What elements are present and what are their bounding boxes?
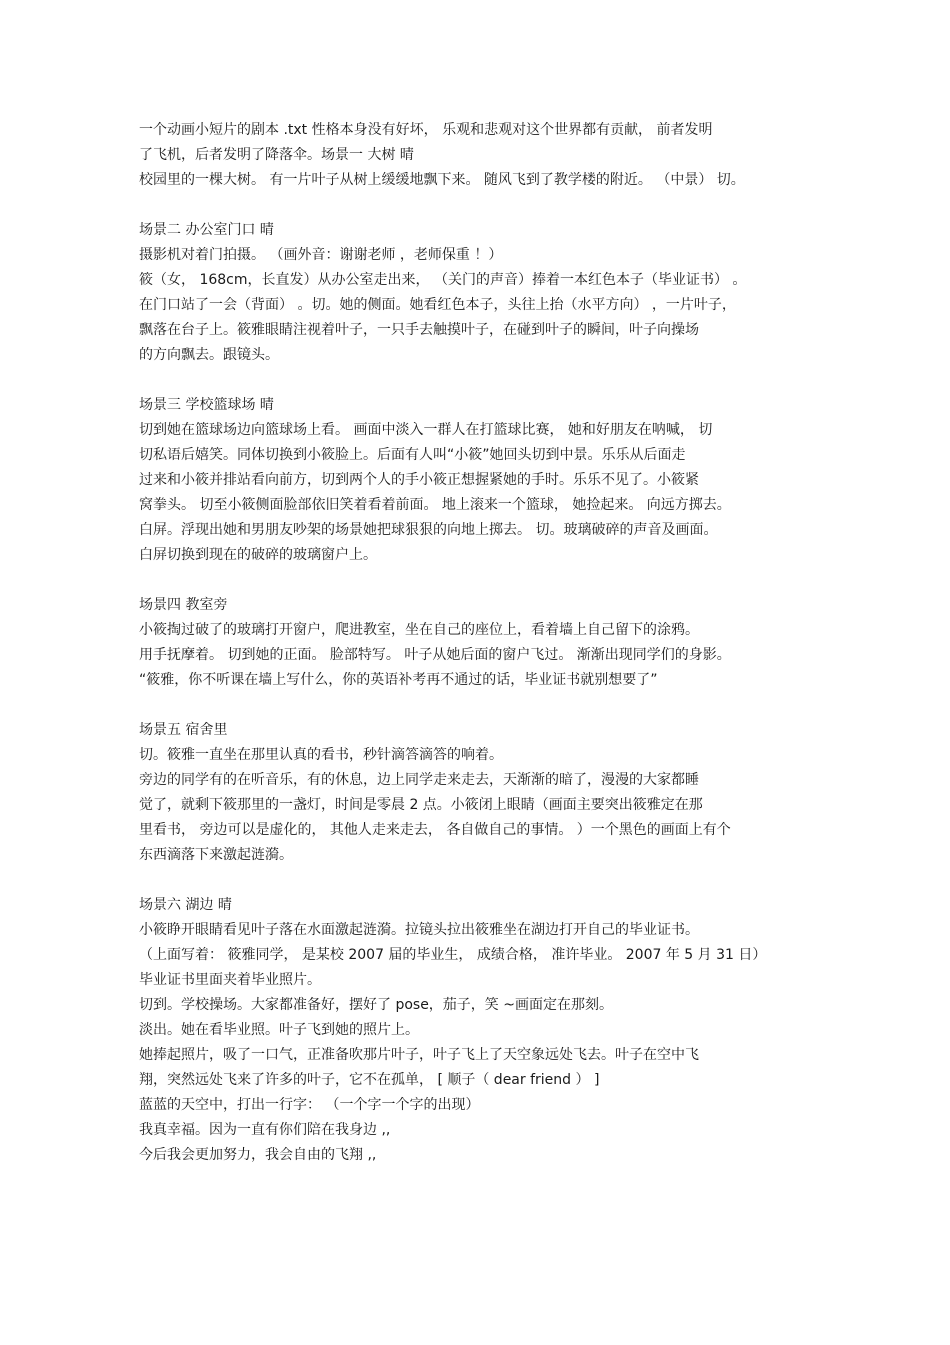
scene-heading: 场景三 学校篮球场 晴 [139, 397, 274, 413]
text-line: 小筱掏过破了的玻璃打开窗户，爬进教室，坐在自己的座位上，看着墙上自己留下的涂鸦。 [139, 622, 699, 638]
text-line: 在门口站了一会（背面） 。切。她的侧面。她看红色本子，头往上抬（水平方向） ，一片叶子， [139, 297, 736, 313]
text-line: 白屏。浮现出她和男朋友吵架的场景她把球狠狠的向地上掷去。 切。玻璃破碎的声音及画面。 [139, 522, 718, 538]
text-line: 今后我会更加努力，我会自由的飞翔 ,, [139, 1147, 377, 1163]
text-line: 飘落在台子上。筱雅眼睛注视着叶子，一只手去触摸叶子，在碰到叶子的瞬间，叶子向操场 [139, 322, 699, 338]
text-line: 切到。学校操场。大家都准备好，摆好了 pose，茄子，笑 ~画面定在那刻。 [139, 997, 613, 1013]
text-line: 她捧起照片，吸了一口气，正准备吹那片叶子，叶子飞上了天空象远处飞去。叶子在空中飞 [139, 1047, 699, 1063]
text-line: 我真幸福。因为一直有你们陪在我身边 ,, [139, 1122, 391, 1138]
text-line: 旁边的同学有的在听音乐，有的休息，边上同学走来走去，天渐渐的暗了，漫漫的大家都睡 [139, 772, 699, 788]
scene-heading: 场景五 宿舍里 [139, 722, 228, 738]
text-line: 过来和小筱并排站看向前方，切到两个人的手小筱正想握紧她的手时。乐乐不见了。小筱紧 [139, 472, 699, 488]
text-line: 筱（女， 168cm，长直发）从办公室走出来， （关门的声音）捧着一本红色本子（毕业证书） 。 [139, 272, 747, 288]
text-line: 毕业证书里面夹着毕业照片。 [139, 972, 321, 988]
text-line: 切到她在篮球场边向篮球场上看。 画面中淡入一群人在打篮球比赛， 她和好朋友在呐喊， 切 [139, 422, 713, 438]
text-line: 东西滴落下来激起涟漪。 [139, 847, 293, 863]
text-line: 一个动画小短片的剧本 .txt 性格本身没有好坏， 乐观和悲观对这个世界都有贡献， 前者发明 [139, 122, 713, 138]
text-line: 小筱睁开眼睛看见叶子落在水面激起涟漪。拉镜头拉出筱雅坐在湖边打开自己的毕业证书。 [139, 922, 699, 938]
text-line: 里看书， 旁边可以是虚化的， 其他人走来走去， 各自做自己的事情。 ）一个黑色的画面上有个 [139, 822, 731, 838]
text-line: 白屏切换到现在的破碎的玻璃窗户上。 [139, 547, 377, 563]
scene-heading: 场景六 湖边 晴 [139, 897, 232, 913]
text-line: 蓝蓝的天空中，打出一行字： （一个字一个字的出现） [139, 1097, 480, 1113]
text-line: （上面写着： 筱雅同学， 是某校 2007 届的毕业生， 成绩合格， 准许毕业。 2007 年 5 月 31 日） [139, 947, 767, 963]
text-line: 摄影机对着门拍摄。 （画外音：谢谢老师 ，老师保重 ！） [139, 247, 503, 263]
text-line: 切。筱雅一直坐在那里认真的看书，秒针滴答滴答的响着。 [139, 747, 503, 763]
text-line: 用手抚摩着。 切到她的正面。 脸部特写。 叶子从她后面的窗户飞过。 渐渐出现同学们的身影。 [139, 647, 731, 663]
text-line: 切私语后嬉笑。同体切换到小筱脸上。后面有人叫“小筱”她回头切到中景。乐乐从后面走 [139, 447, 686, 463]
text-line: 翔，突然远处飞来了许多的叶子，它不在孤单， [ 顺子（ dear friend ） ] [139, 1072, 600, 1088]
text-line: 觉了，就剩下筱那里的一盏灯，时间是零晨 2 点。小筱闭上眼睛（画面主要突出筱雅定在那 [139, 797, 703, 813]
scene-heading: 场景四 教室旁 [139, 597, 228, 613]
text-line: 校园里的一棵大树。 有一片叶子从树上缓缓地飘下来。 随风飞到了教学楼的附近。 （中景） 切。 [139, 172, 745, 188]
text-line: 淡出。她在看毕业照。叶子飞到她的照片上。 [139, 1022, 419, 1038]
text-line: 了飞机，后者发明了降落伞。场景一 大树 晴 [139, 147, 414, 163]
text-line: 窝拳头。 切至小筱侧面脸部依旧笑着看着前面。 地上滚来一个篮球， 她捡起来。 向远方掷去。 [139, 497, 731, 513]
scene-heading: 场景二 办公室门口 晴 [139, 222, 274, 238]
text-line: 的方向飘去。跟镜头。 [139, 347, 279, 363]
text-line: “筱雅，你不听课在墙上写什么，你的英语补考再不通过的话，毕业证书就别想要了” [139, 672, 658, 688]
